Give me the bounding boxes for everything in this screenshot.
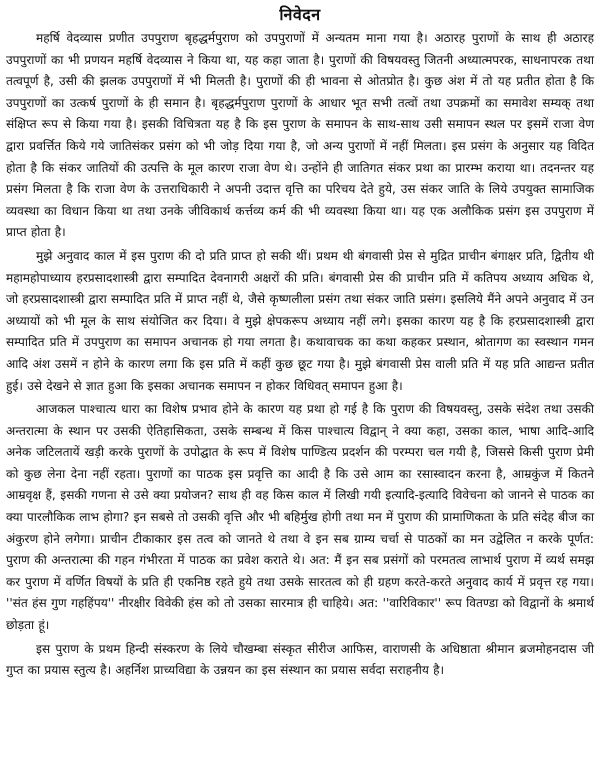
paragraph-manuscripts: मुझे अनुवाद काल में इस पुराण की दो प्रति प्राप्त हो सकी थीं। प्रथम थी बंगवासी प्रेस से मुद्रित प्राचीन बंगाक्षर प्रति, द्वितीय थी महामहोपाध्याय हरप्रसादशास्त्री द्वारा सम्पादित देवनागरी अक्षरों की प्रति। बंगवासी प्रेस की प्राचीन प्रति में कतिपय अध्याय अधिक थे, जो हरप्रसादशास्त्री द्वारा सम्पादित प्रति में प्राप्त नहीं थे, जैसे कृष्णलीला प्रसंग तथा संकर जाति प्रसंग। इसलिये मैंने अपने अनुवाद में उन अध्यायों को भी मूल के साथ संयोजित कर दिया। वे मुझे क्षेपकरूप अध्याय नहीं लगे। इसका कारण यह है कि हरप्रसादशास्त्री द्वारा सम्पादित प्रति में उपपुराण का समापन अचानक हो गया लगता है। कथावाचक का कथा कहकर प्रस्थान, श्रोतागण का स्वस्थान गमन आदि अंश उसमें न होने के कारण लगा कि इस प्रति में कहीं कुछ छूट गया है। मुझे बंगवासी प्रेस वाली प्रति में यह प्रति आद्यन्त प्रतीत हुई। उसे देखने से ज्ञात हुआ कि इसका अचानक समापन न होकर विधिवत् समापन हुआ है। — [6, 248, 594, 393]
paragraph-acknowledgement: इस पुराण के प्रथम हिन्दी संस्करण के लिये चौखम्बा संस्कृत सीरीज आफिस, वाराणसी के अधिष्ठाता श्रीमान ब्रजमोहनदास जी गुप्त का प्रयास स्तुत्य है। अहर्निश प्राच्यविद्या के उन्नयन का इस संस्थान का प्रयास सर्वदा सराहनीय है। — [6, 641, 594, 678]
paragraph-method: आजकल पाश्चात्य धारा का विशेष प्रभाव होने के कारण यह प्रथा हो गई है कि पुराण की विषयवस्तु, उसके संदेश तथा उसकी अन्तरात्मा के स्थान पर उसकी ऐतिहासिकता, उसके सम्बन्ध में किस पाश्चात्य विद्वान् ने क्या कहा, उसका काल, भाषा आदि-आदि अनेक जटिलतायें खड़ी करके पुराणों के उपोद्घात के रूप में विशेष पाण्डित्य प्रदर्शन की परम्परा चल गयी है, जिससे किसी पुराण प्रेमी को कुछ लेना देना नहीं रहता। पुराणों का पाठक इस प्रवृत्ति का आदी है कि उसे आम का रसास्वादन करना है, आम्रकुंज में कितने आम्रवृक्ष हैं, इसकी गणना से उसे क्या प्रयोजन? साथ ही वह किस काल में लिखी गयी इत्यादि-इत्यादि विवेचना को जानने से पाठक का क्या पारलौकिक लाभ होगा? इन सबसे तो उसकी वृत्ति और भी बहिर्मुख होगी तथा मन में पुराण की प्रामाणिकता के प्रति संदेह बीज का अंकुरण होने लगेगा। प्राचीन टीकाकार इस तत्व को जानते थे तथा वे इन सब ग्राम्य चर्चा से पाठकों का मन उद्वेलित न करके पूर्णत: पुराण की अन्तरात्मा की गहन गंभीरता में पाठक का प्रवेश कराते थे। अत: मैं इन सब प्रसंगों को परमतत्व लाभार्थ पुराण में व्यर्थ समझ कर पुराण में वर्णित विषयों के प्रति ही एकनिष्ठ रहते हुये तथा उसके सारतत्व को ही ग्रहण करते-करते अनुवाद कार्य में प्रवृत्त रह गया। ''संत हंस गुण गहहिंपय'' नीरक्षीर विवेकी हंस को तो उसका सारमात्र ही चाहिये। अत: ''वारिविकार'' रूप वितण्डा को विद्वानों के श्रमार्थ छोड़ता हूं। — [6, 402, 594, 633]
paragraph-intro: महर्षि वेदव्यास प्रणीत उपपुराण बृहद्धर्मपुराण को उपपुराणों में अन्यतम माना गया है। अठारह पुराणों के साथ ही अठारह उपपुराणों का भी प्रणयन महर्षि वेदव्यास ने किया था, यह कहा जाता है। पुराणों की विषयवस्तु जितनी अध्यात्मपरक, साधनापरक तथा तत्वपूर्ण है, उसी की झलक उपपुराणों में भी मिलती है। पुराणों की ही भावना से ओतप्रोत है। कुछ अंश में तो यह प्रतीत होता है कि उपपुराणों का उत्कर्ष पुराणों के ही समान है। बृहद्धर्मपुराण पुराणों के आधार भूत सभी तत्वों तथा उपक्रमों का समावेश सम्यक् तथा संक्षिप्त रूप से किया गया है। इसकी विचित्रता यह है कि इस पुराण के समापन के साथ-साथ उसी समापन स्थल पर इसमें राजा वेण द्वारा प्रवर्त्तित किये गये जातिसंकर प्रसंग को भी जोड़ दिया गया है, जो अन्य पुराणों में नहीं मिलता। इस प्रसंग के अनुसार यह विदित होता है कि संकर जातियों की उत्पत्ति के मूल कारण राजा वेण थे। उन्होंने ही जातिगत संकर प्रथा का प्रारम्भ कराया था। तदनन्तर यह प्रसंग मिलता है कि राजा वेण के उत्तराधिकारी ने अपनी उदात्त वृत्ति का परिचय देते हुये, उस संकर जाति के लिये उपयुक्त सामाजिक व्यवस्था का विधान किया था तथा उनके जीविकार्थ कर्त्तव्य कर्म की भी व्यवस्था किया था। यह एक अलौकिक प्रसंग इस उपपुराण में प्राप्त होता है। — [6, 31, 594, 240]
document-title: निवेदन — [279, 5, 321, 24]
